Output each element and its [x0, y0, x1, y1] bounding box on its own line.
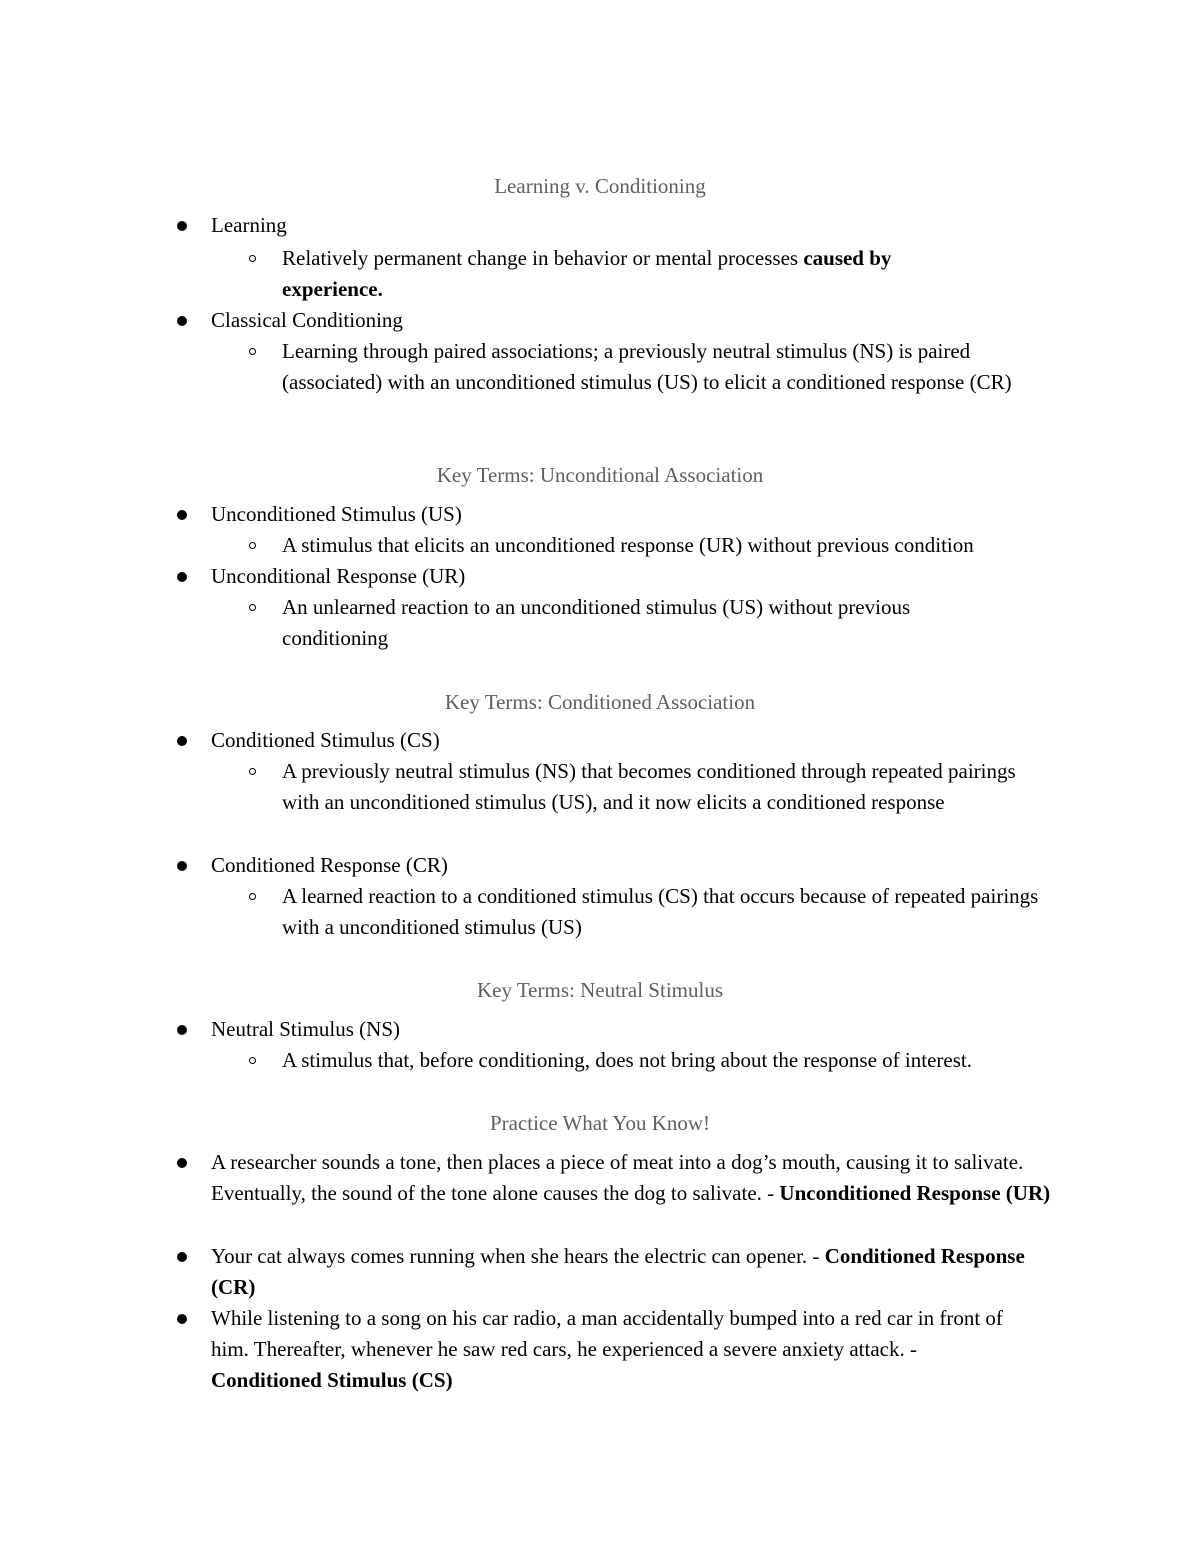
bullet-dot — [177, 316, 187, 326]
sub-bullet-circle — [249, 255, 256, 262]
bullet-dot — [177, 1158, 187, 1168]
practice-answer-1: Unconditioned Response (UR) — [779, 1181, 1051, 1205]
bullet-dot — [177, 1252, 187, 1262]
practice-question-1 — [211, 1147, 1051, 1209]
section-heading-conditioned-association: Key Terms: Conditioned Association — [444, 690, 756, 714]
bullet-dot — [177, 861, 187, 871]
practice-question-3 — [211, 1303, 1031, 1396]
section-heading-learning-v-conditioning: Learning v. Conditioning — [494, 174, 706, 198]
term-neutral-stimulus: Neutral Stimulus (NS) — [211, 1017, 400, 1041]
section-heading-neutral-stimulus: Key Terms: Neutral Stimulus — [476, 978, 724, 1002]
term-unconditional-response: Unconditional Response (UR) — [211, 564, 466, 588]
term-conditioned-stimulus: Conditioned Stimulus (CS) — [211, 728, 440, 752]
practice-answer-2: Conditioned Response (CR) — [211, 1244, 1025, 1299]
bullet-dot — [177, 572, 187, 582]
bullet-dot — [177, 221, 187, 231]
practice-heading: Practice What You Know! — [489, 1111, 711, 1135]
term-learning: Learning — [211, 213, 287, 237]
bullet-dot — [177, 510, 187, 520]
bullet-dot — [177, 1314, 187, 1324]
sub-bullet-circle — [249, 893, 256, 900]
sub-bullet-circle — [249, 348, 256, 355]
term-unconditioned-stimulus: Unconditioned Stimulus (US) — [211, 502, 462, 526]
sub-bullet-circle — [249, 768, 256, 775]
practice-question-2 — [211, 1241, 1051, 1303]
practice-answer-3: Conditioned Stimulus (CS) — [211, 1368, 453, 1392]
bullet-dot — [177, 1025, 187, 1035]
term-conditioned-response: Conditioned Response (CR) — [211, 853, 448, 877]
term-classical-conditioning: Classical Conditioning — [211, 308, 403, 332]
bullet-dot — [177, 736, 187, 746]
practice-question-3-text: While listening to a song on his car radio, a man accidentally bumped into a red car in front of him. Thereafter, whenever he saw red cars, he experienced a severe anxiety attack. - — [211, 1306, 1003, 1361]
definition-neutral-stimulus: A stimulus that, before conditioning, does not bring about the response of interest. — [282, 1048, 972, 1072]
sub-bullet-circle — [249, 1057, 256, 1064]
definition-unconditioned-stimulus: A stimulus that elicits an unconditioned response (UR) without previous condition — [282, 533, 974, 557]
sub-bullet-circle — [249, 604, 256, 611]
definition-learning-text: Relatively permanent change in behavior or mental processes — [282, 246, 804, 270]
section-heading-unconditional-association: Key Terms: Unconditional Association — [436, 463, 764, 487]
definition-conditioned-response: A learned reaction to a conditioned stimulus (CS) that occurs because of repeated pairings with a unconditioned stimulus (US) — [282, 884, 1039, 939]
definition-classical-conditioning: Learning through paired associations; a previously neutral stimulus (NS) is paired (associated) with an unconditioned stimulus (US) to elicit a conditioned response (CR) — [282, 339, 1012, 394]
definition-unconditional-response: An unlearned reaction to an unconditioned stimulus (US) without previous conditioning — [282, 595, 911, 650]
definition-learning-bold: caused by experience. — [282, 246, 892, 301]
definition-conditioned-stimulus: A previously neutral stimulus (NS) that becomes conditioned through repeated pairings with an unconditioned stimulus (US), and it now elicits a conditioned response — [282, 759, 1016, 814]
practice-question-1-text: A researcher sounds a tone, then places a piece of meat into a dog’s mouth, causing it to salivate. Eventually, the sound of the tone alone causes the dog to salivate. - — [211, 1150, 1024, 1205]
sub-bullet-circle — [249, 542, 256, 549]
definition-learning — [282, 243, 982, 305]
practice-question-2-text: Your cat always comes running when she hears the electric can opener. - — [211, 1244, 825, 1268]
